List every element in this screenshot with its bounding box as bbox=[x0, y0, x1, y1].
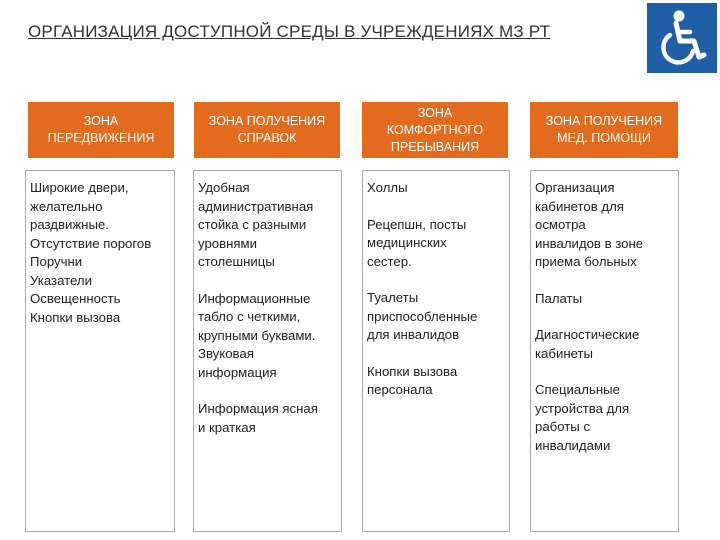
page-title: ОРГАНИЗАЦИЯ ДОСТУПНОЙ СРЕДЫ В УЧРЕЖДЕНИЯХ МЗ РТ bbox=[28, 22, 551, 41]
header-movement-zone bbox=[28, 102, 174, 158]
column-comfort-zone bbox=[362, 170, 510, 532]
header-line: ЗОНА bbox=[83, 114, 119, 128]
list-item bbox=[535, 326, 675, 363]
item-line: Звуковая bbox=[198, 346, 254, 361]
item-line: информация bbox=[198, 364, 277, 380]
header-line: ЗОНА ПОЛУЧЕНИЯ bbox=[545, 114, 663, 128]
item-line: Туалеты bbox=[367, 290, 419, 305]
column-inquiry-zone bbox=[193, 170, 342, 532]
list-item bbox=[367, 289, 506, 345]
column-medical-zone bbox=[530, 170, 679, 532]
header-line: ПРЕБЫВАНИЯ bbox=[390, 139, 480, 154]
item-line: устройства для bbox=[535, 400, 630, 416]
item-line: для инвалидов bbox=[367, 327, 460, 342]
item-line: кабинеты bbox=[535, 345, 594, 361]
header-text bbox=[209, 113, 325, 147]
item-line: приспособленные bbox=[367, 308, 478, 324]
header-text bbox=[546, 113, 662, 147]
header-line: ЗОНА bbox=[417, 105, 453, 120]
item-line: персонала bbox=[367, 382, 433, 397]
item-line: столешницы bbox=[198, 254, 275, 269]
list-item bbox=[535, 179, 675, 272]
list-item bbox=[30, 179, 171, 327]
item-line: Организация bbox=[535, 180, 615, 195]
item-line: работы с bbox=[535, 419, 591, 434]
item-line: осмотра bbox=[535, 217, 586, 232]
list-item bbox=[198, 290, 338, 383]
column-movement-zone bbox=[25, 170, 175, 532]
item-line: инвалидами bbox=[535, 437, 611, 453]
item-line: Удобная bbox=[198, 180, 250, 195]
wheelchair-accessibility-icon bbox=[647, 3, 717, 73]
header-inquiry-zone bbox=[194, 102, 340, 158]
item-line: административная bbox=[198, 198, 314, 214]
item-line: уровнями bbox=[198, 235, 257, 251]
list-item bbox=[198, 179, 338, 272]
header-line: КОМФОРТНОГО bbox=[386, 122, 484, 137]
item-line: стойка с разными bbox=[198, 217, 307, 232]
list-item bbox=[535, 290, 675, 309]
item-line: раздвижные. bbox=[30, 217, 109, 232]
item-line: Отсутствие порогов bbox=[30, 235, 152, 251]
header-text bbox=[387, 105, 483, 156]
item-line: Специальные bbox=[535, 382, 620, 397]
list-item bbox=[367, 363, 506, 400]
item-line: Широкие двери, bbox=[30, 180, 129, 195]
item-line: Рецепшн, посты bbox=[367, 216, 467, 232]
item-line: медицинских bbox=[367, 235, 447, 250]
header-line: ПЕРЕДВИЖЕНИЯ bbox=[47, 131, 155, 145]
item-line: Диагностические bbox=[535, 327, 640, 342]
list-item bbox=[198, 400, 338, 437]
item-line: кабинетов для bbox=[535, 198, 624, 214]
item-line: приема больных bbox=[535, 254, 637, 269]
item-line: Холлы bbox=[367, 180, 408, 195]
header-comfort-zone bbox=[362, 102, 508, 158]
item-line: Поручни bbox=[30, 254, 83, 269]
header-medical-zone bbox=[530, 102, 678, 158]
item-line: Освещенность bbox=[30, 291, 121, 306]
header-line: ЗОНА ПОЛУЧЕНИЯ bbox=[208, 114, 326, 128]
item-line: Кнопки вызова bbox=[367, 363, 458, 379]
item-line: сестер. bbox=[367, 253, 412, 269]
item-line: Палаты bbox=[535, 290, 583, 306]
item-line: Информационные bbox=[198, 290, 311, 306]
item-line: Указатели bbox=[30, 272, 92, 288]
item-line: инвалидов в зоне bbox=[535, 235, 644, 251]
item-line: и краткая bbox=[198, 419, 256, 435]
item-line: крупными буквами. bbox=[198, 327, 316, 343]
header-line: МЕД. ПОМОЩИ bbox=[557, 131, 651, 145]
list-item bbox=[367, 216, 506, 272]
item-line: желательно bbox=[30, 198, 103, 214]
list-item bbox=[367, 179, 506, 198]
header-line: СПРАВОК bbox=[237, 131, 297, 145]
item-line: табло с четкими, bbox=[198, 309, 301, 324]
item-line: Информация ясная bbox=[198, 401, 318, 416]
list-item bbox=[535, 381, 675, 455]
item-line: Кнопки вызова bbox=[30, 309, 121, 325]
header-text bbox=[48, 113, 155, 147]
